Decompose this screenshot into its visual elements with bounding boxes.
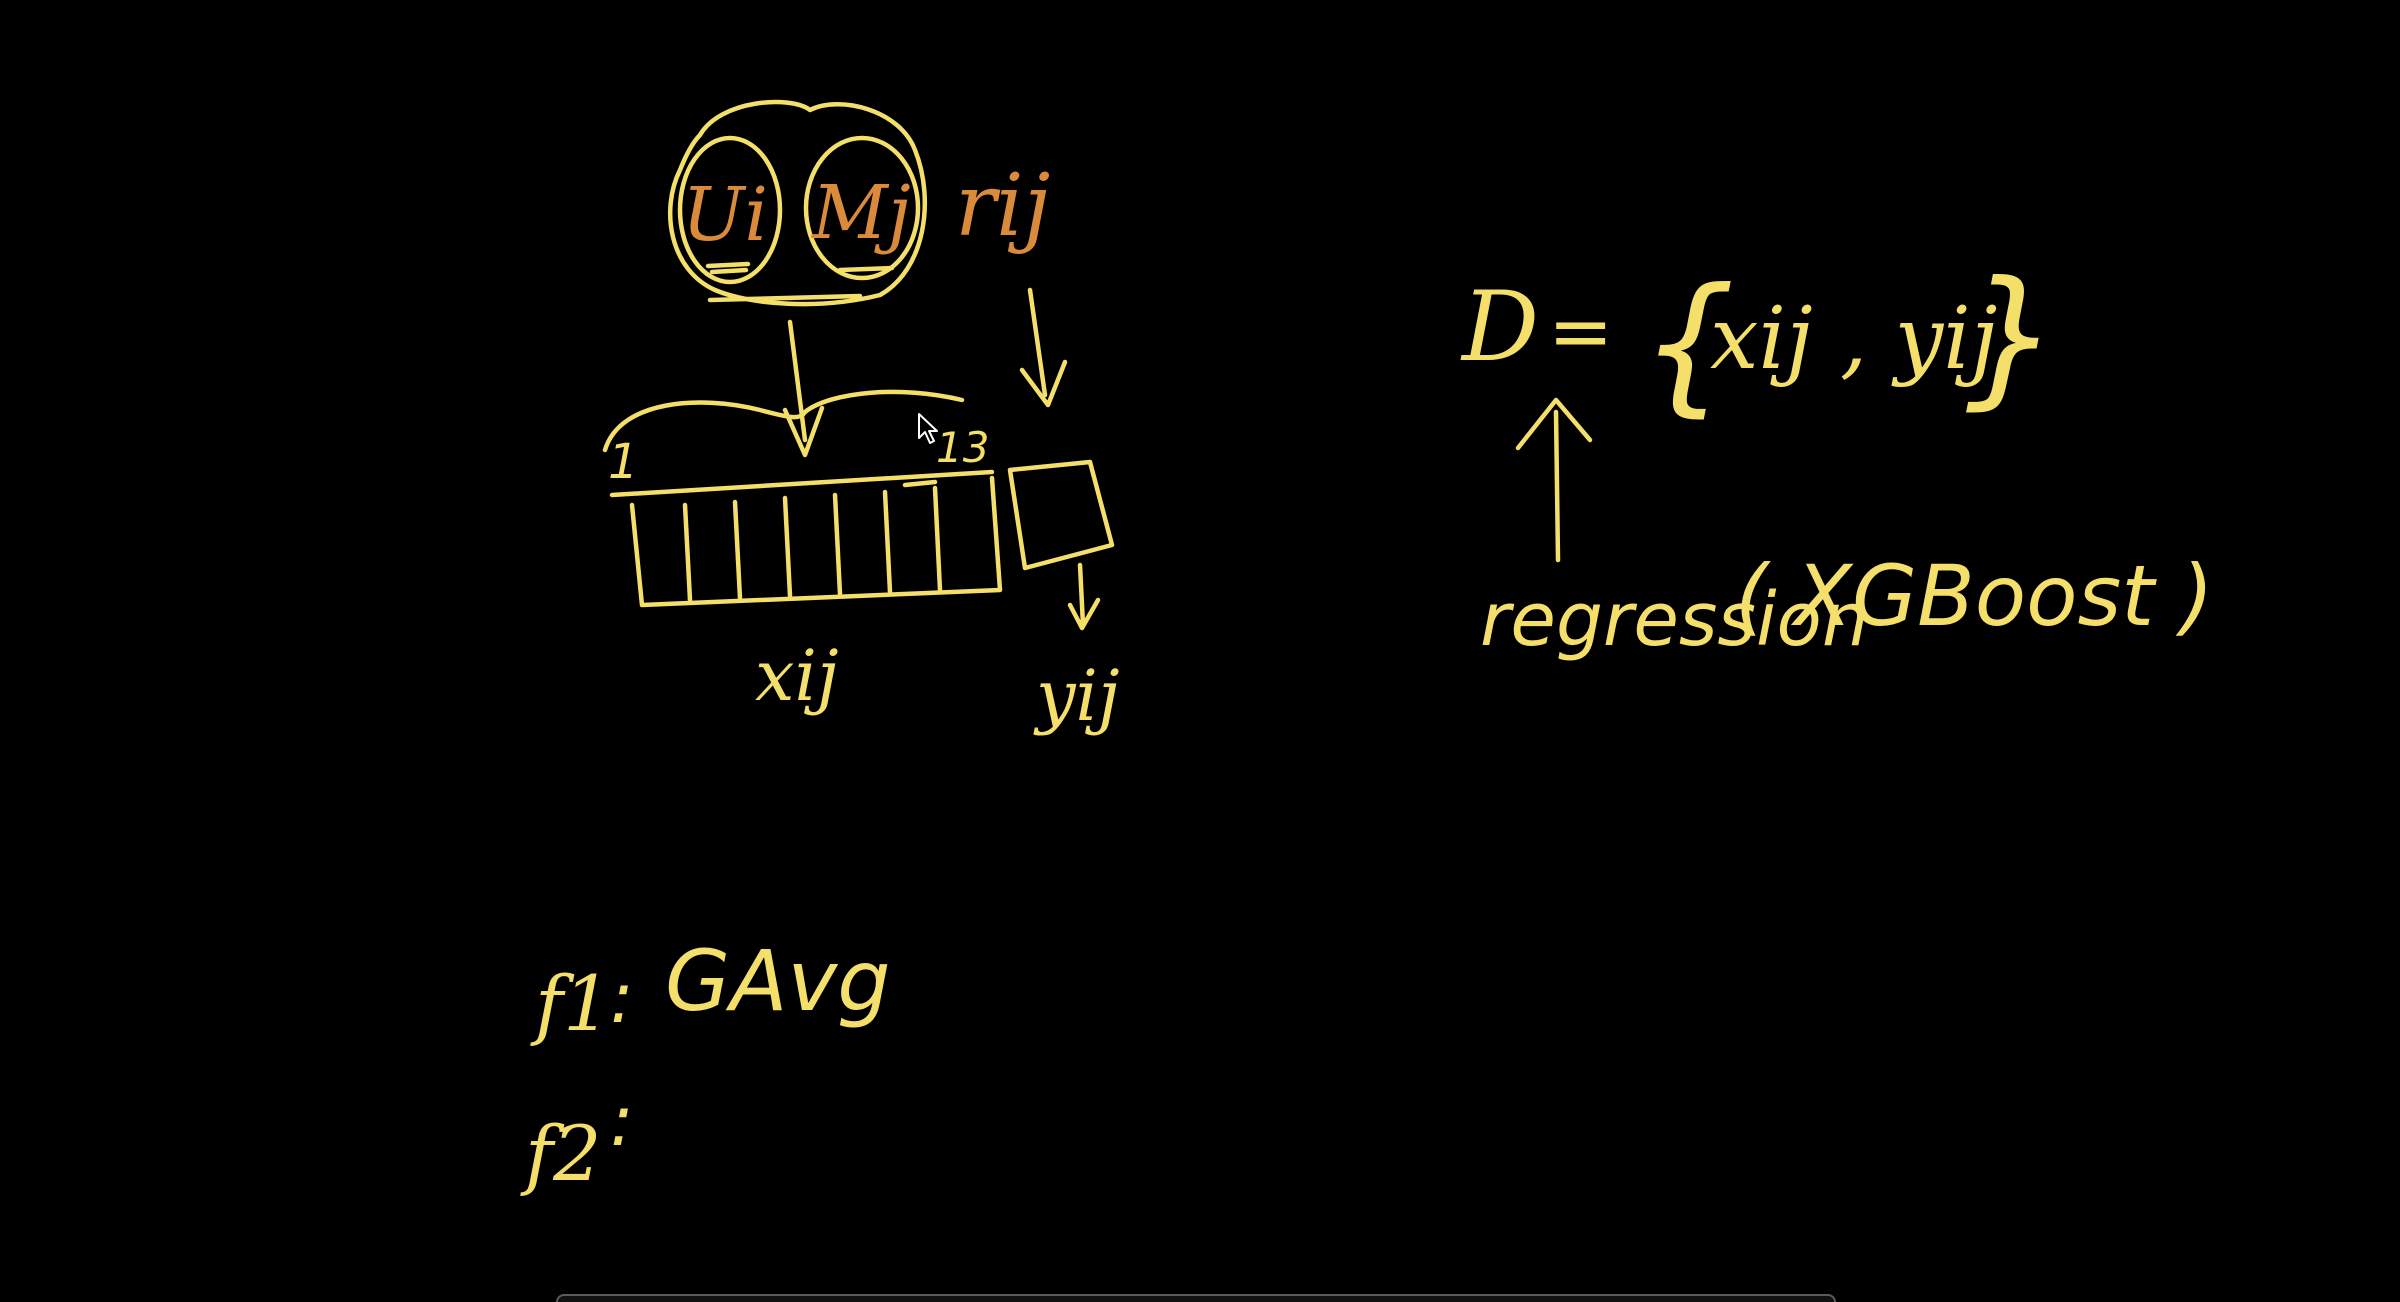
vector-end-index: 13 xyxy=(936,423,990,472)
dataset-up-arrow xyxy=(1518,400,1590,560)
dataset-equals: = xyxy=(1548,287,1614,377)
mouse-pointer-icon xyxy=(917,412,941,446)
dataset-symbol: D xyxy=(1462,271,1539,383)
feature-circle-group xyxy=(670,102,925,304)
feature-1-colon: : xyxy=(610,957,634,1039)
rating-down-arrow xyxy=(1022,290,1065,405)
vector-brace xyxy=(605,392,962,450)
vector-start-index: 1 xyxy=(608,434,639,490)
rating-label: rij xyxy=(955,156,1051,256)
feature-vector-label: xij xyxy=(755,635,839,717)
feature-vector-cells xyxy=(685,482,940,600)
dataset-open-brace: { xyxy=(1640,257,1736,431)
target-label: yij xyxy=(1036,655,1120,737)
features-down-arrow xyxy=(785,322,822,455)
method-args: ( XGBoost ) xyxy=(1735,547,2214,645)
feature-2-name: f2 xyxy=(525,1109,602,1198)
method-name: regression xyxy=(1480,577,1869,663)
dataset-definition xyxy=(1460,250,2060,431)
user-feature-label: Ui xyxy=(682,172,769,258)
dataset-content: xij , yij xyxy=(1710,289,1998,389)
feature-vector xyxy=(612,472,1000,605)
movie-feature-label: Mj xyxy=(812,170,911,256)
feature-list xyxy=(520,932,891,1198)
feature-1-desc: GAvg xyxy=(665,932,891,1030)
feature-2-colon: : xyxy=(610,1080,634,1162)
horizontal-scrollbar[interactable] xyxy=(556,1294,1836,1302)
method-group xyxy=(1480,547,2214,663)
dataset-close-brace: } xyxy=(1965,250,2061,424)
target-down-arrow xyxy=(1070,565,1098,628)
target-box xyxy=(1010,462,1112,568)
feature-1-name: f1 xyxy=(535,959,612,1048)
